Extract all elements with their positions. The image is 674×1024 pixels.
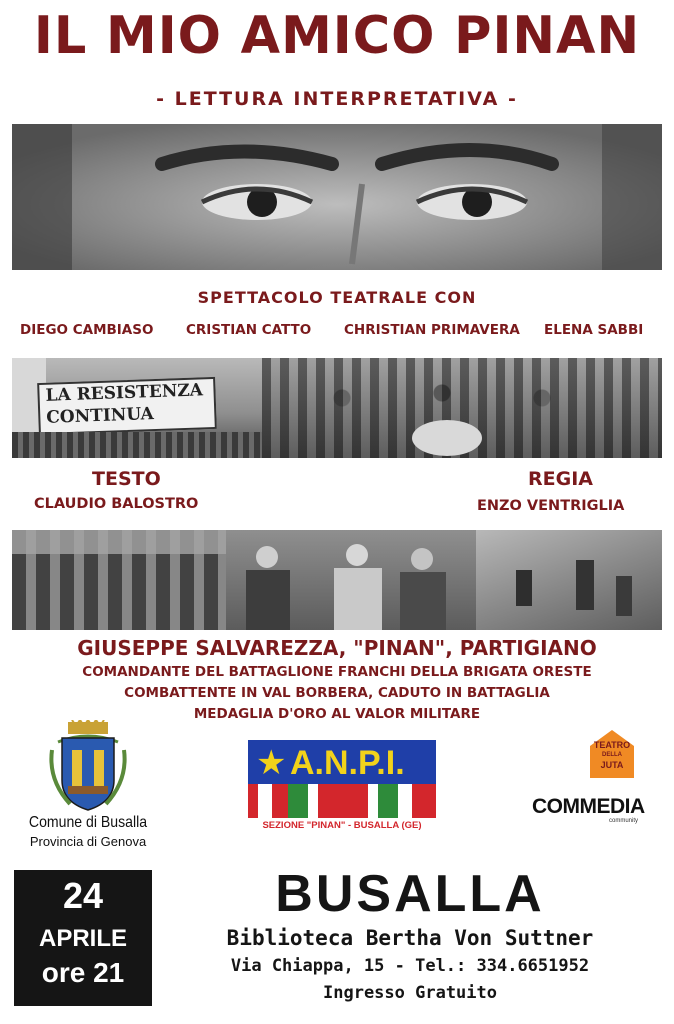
anpi-logo	[248, 740, 432, 838]
comune-province: Provincia di Genova	[29, 834, 147, 849]
anpi-text: A.N.P.I.	[290, 744, 405, 782]
cast-member: DIEGO CAMBIASO	[20, 322, 154, 338]
teatro-line-2: DELLA	[602, 752, 622, 758]
director-name: ENZO VENTRIGLIA	[477, 498, 625, 514]
partisans-photo-strip	[12, 530, 662, 630]
field-photo	[476, 530, 662, 630]
text-author: CLAUDIO BALOSTRO	[34, 496, 199, 512]
eyes-photo	[12, 124, 662, 270]
flowers	[412, 420, 482, 456]
women-partisans-photo	[226, 530, 476, 630]
event-day: 24	[62, 875, 104, 916]
resistance-photo-strip	[12, 358, 662, 458]
teatro-line-3: JUTA	[600, 760, 624, 770]
event-month: APRILE	[38, 925, 127, 952]
comune-logo	[18, 720, 158, 850]
protest-photo	[12, 358, 262, 458]
partisan-line-1: COMANDANTE DEL BATTAGLIONE FRANCHI DELLA BRIGATA ORESTE	[82, 664, 592, 680]
partisan-name: GIUSEPPE SALVAREZZA, "PINAN", PARTIGIANO	[77, 636, 597, 660]
protest-sign-line1: LA RESISTENZA	[45, 380, 204, 406]
protest-sign-line2: CONTINUA	[46, 404, 155, 428]
show-heading: SPETTACOLO TEATRALE CON	[197, 288, 477, 307]
event-city: BUSALLA	[275, 865, 545, 923]
event-date-box	[14, 870, 152, 1006]
anpi-section: SEZIONE "PINAN" - BUSALLA (GE)	[262, 820, 422, 831]
event-venue: Biblioteca Bertha Von Suttner	[226, 926, 594, 950]
teatro-line-1: TEATRO	[593, 740, 631, 750]
comune-name: Comune di Busalla	[28, 814, 148, 831]
event-time: ore 21	[41, 957, 125, 988]
anpi-flag-stripes	[248, 784, 436, 818]
crowd-photo	[262, 358, 662, 458]
direction-label: REGIA	[528, 468, 593, 490]
partisan-line-2: COMBATTENTE IN VAL BORBERA, CADUTO IN BATTAGLIA	[124, 685, 550, 701]
cast-member: ELENA SABBI	[544, 322, 644, 338]
protest-sign	[37, 377, 217, 435]
partisan-line-3: MEDAGLIA D'ORO AL VALOR MILITARE	[193, 706, 481, 722]
cast-list	[14, 322, 664, 344]
event-address: Via Chiappa, 15 - Tel.: 334.6651952	[230, 956, 590, 976]
event-entry: Ingresso Gratuito	[323, 983, 497, 1003]
poster-subtitle: - LETTURA INTERPRETATIVA -	[156, 88, 518, 110]
commedia-text: COMMEDIA	[532, 795, 645, 818]
commedia-sub: community	[608, 818, 638, 824]
star-icon: ★	[256, 743, 287, 783]
poster-title: IL MIO AMICO PINAN	[33, 6, 641, 66]
cast-member: CHRISTIAN PRIMAVERA	[344, 322, 520, 338]
eyes-photo-art	[12, 124, 662, 270]
teatro-juta-logo	[588, 728, 636, 780]
text-label: TESTO	[92, 468, 161, 490]
commedia-logo	[532, 795, 645, 830]
coat-of-arms-icon	[48, 720, 128, 812]
cast-member: CRISTIAN CATTO	[186, 322, 312, 338]
